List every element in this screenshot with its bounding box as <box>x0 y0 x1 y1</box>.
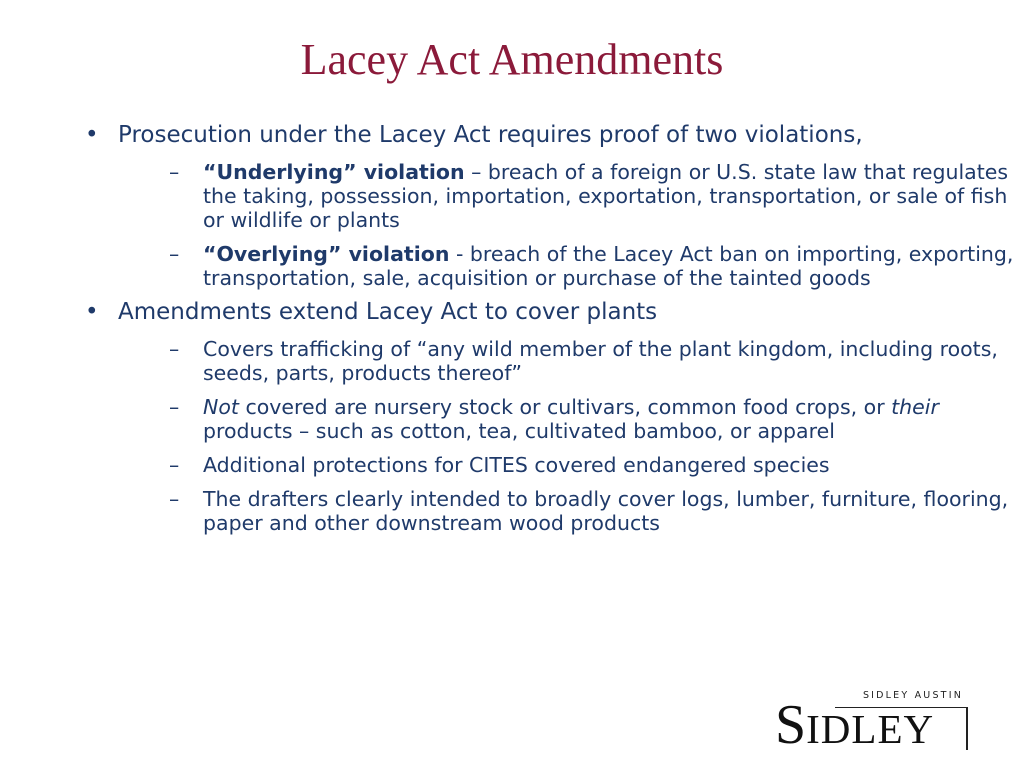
slide-title: Lacey Act Amendments <box>300 35 724 84</box>
sub-item-text: - breach of the Lacey Act ban on importing, exporting, transportation, sale, acquisition or purchase of the tainted goods <box>203 242 1014 290</box>
sub-item-text: – breach of a foreign or U.S. state law that regulates the taking, possession, importation, exportation, transportation, or sale of fish or wildlife or plants <box>203 160 1009 232</box>
dash-icon: – <box>169 395 180 419</box>
logo-initial: S <box>775 694 807 756</box>
sub-item-text: Covers trafficking of “any wild member of the plant kingdom, including roots, seeds, parts, products thereof” <box>203 337 998 385</box>
sub-list <box>118 337 1009 535</box>
bullet-text: Prosecution under the Lacey Act requires proof of two violations, <box>118 122 863 148</box>
sub-item-emphasis: their <box>891 395 939 419</box>
sub-item <box>169 337 1023 385</box>
dash-icon: – <box>169 242 180 266</box>
sub-item <box>169 395 1023 443</box>
sub-item-term: “Underlying” violation <box>203 160 465 184</box>
sub-item <box>169 160 1023 232</box>
bullet-item <box>78 299 1009 535</box>
sub-item-text: covered are nursery stock or cultivars, common food crops, or <box>238 395 892 419</box>
sub-item <box>169 242 1023 290</box>
dash-icon: – <box>169 160 180 184</box>
bullet-text: Amendments extend Lacey Act to cover plants <box>118 299 658 325</box>
sub-item-text: The drafters clearly intended to broadly cover logs, lumber, furniture, flooring, paper and other downstream wood products <box>203 487 1009 535</box>
logo-rule <box>966 707 968 750</box>
bullet-item <box>78 122 1014 290</box>
sub-item-text: products – such as cotton, tea, cultivated bamboo, or apparel <box>203 419 835 443</box>
sub-item <box>169 487 1023 535</box>
bullet-icon: • <box>85 299 99 325</box>
logo-wordmark <box>775 694 935 757</box>
logo-rest: IDLEY <box>806 706 935 752</box>
dash-icon: – <box>169 487 180 511</box>
sub-list <box>118 160 1014 290</box>
bullet-icon: • <box>85 122 99 148</box>
sub-item-term: “Overlying” violation <box>203 242 450 266</box>
dash-icon: – <box>169 453 180 477</box>
dash-icon: – <box>169 337 180 361</box>
sub-item <box>169 453 1023 477</box>
sub-item-text: Additional protections for CITES covered endangered species <box>203 453 830 477</box>
sidley-logo <box>775 690 970 756</box>
sub-item-emphasis: Not <box>203 395 239 419</box>
slide-body <box>78 122 1014 545</box>
logo-tagline: SIDLEY AUSTIN <box>860 690 966 701</box>
